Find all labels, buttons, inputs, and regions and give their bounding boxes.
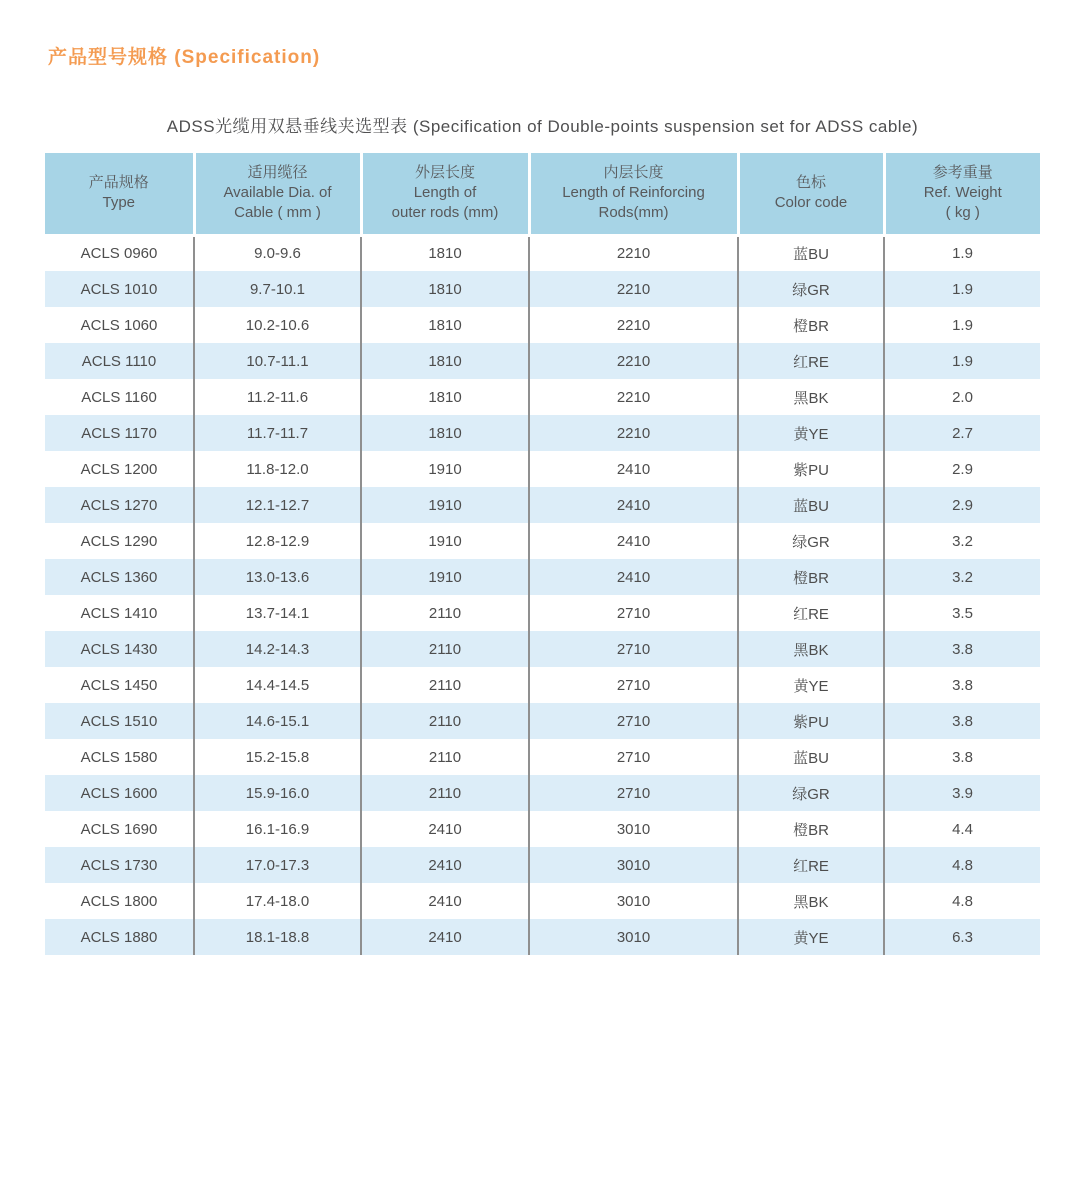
table-cell: 黑BK	[738, 883, 884, 919]
table-cell: 蓝BU	[738, 739, 884, 775]
table-cell: 紫PU	[738, 703, 884, 739]
table-cell: 2410	[361, 847, 529, 883]
table-cell: 17.4-18.0	[194, 883, 361, 919]
table-row	[45, 847, 1040, 883]
table-row	[45, 559, 1040, 595]
table-cell: 3010	[529, 847, 738, 883]
column-header-line: Cable ( mm )	[234, 204, 321, 222]
table-cell: ACLS 1290	[45, 523, 194, 559]
table-cell: 12.8-12.9	[194, 523, 361, 559]
table-cell: 12.1-12.7	[194, 487, 361, 523]
table-cell: 13.7-14.1	[194, 595, 361, 631]
table-cell: ACLS 1160	[45, 379, 194, 415]
table-row	[45, 307, 1040, 343]
table-row	[45, 595, 1040, 631]
table-cell: 蓝BU	[738, 235, 884, 271]
table-row	[45, 415, 1040, 451]
table-cell: 2710	[529, 595, 738, 631]
column-header-line: Type	[102, 194, 136, 212]
table-row	[45, 451, 1040, 487]
table-cell: 18.1-18.8	[194, 919, 361, 955]
table-cell: 3.2	[884, 559, 1040, 595]
table-cell: 1910	[361, 559, 529, 595]
table-cell: 黄YE	[738, 415, 884, 451]
column-header-line: Available Dia. of	[223, 184, 332, 202]
table-cell: 6.3	[884, 919, 1040, 955]
table-body	[45, 235, 1040, 955]
table-cell: 10.2-10.6	[194, 307, 361, 343]
table-cell: 11.7-11.7	[194, 415, 361, 451]
table-cell: 15.9-16.0	[194, 775, 361, 811]
table-cell: 3.9	[884, 775, 1040, 811]
page-title: 产品型号规格 (Specification)	[48, 47, 321, 68]
table-cell: 2710	[529, 631, 738, 667]
table-cell: 3.8	[884, 667, 1040, 703]
table-cell: 3.5	[884, 595, 1040, 631]
table-row	[45, 703, 1040, 739]
table-row	[45, 631, 1040, 667]
column-header-line: 适用缆径	[247, 163, 308, 181]
column-header-line: Length of Reinforcing	[562, 184, 705, 202]
table-cell: 2.7	[884, 415, 1040, 451]
table-cell: 11.2-11.6	[194, 379, 361, 415]
table-cell: 10.7-11.1	[194, 343, 361, 379]
table-cell: 橙BR	[738, 559, 884, 595]
table-cell: 1810	[361, 235, 529, 271]
column-header-line: 内层长度	[603, 163, 664, 181]
table-cell: 11.8-12.0	[194, 451, 361, 487]
table-cell: ACLS 1060	[45, 307, 194, 343]
table-row	[45, 667, 1040, 703]
table-cell: 2210	[529, 271, 738, 307]
table-cell: 1810	[361, 379, 529, 415]
column-header-line: 参考重量	[932, 163, 993, 181]
table-row	[45, 487, 1040, 523]
table-cell: 4.4	[884, 811, 1040, 847]
table-cell: 2110	[361, 667, 529, 703]
column-header-line: ( kg )	[945, 204, 980, 222]
table-cell: 2410	[529, 523, 738, 559]
table-cell: 2710	[529, 703, 738, 739]
table-cell: ACLS 1010	[45, 271, 194, 307]
table-cell: 2710	[529, 667, 738, 703]
table-cell: 13.0-13.6	[194, 559, 361, 595]
table-cell: 3.2	[884, 523, 1040, 559]
table-cell: 2410	[529, 559, 738, 595]
table-cell: 4.8	[884, 847, 1040, 883]
table-cell: ACLS 1200	[45, 451, 194, 487]
table-cell: ACLS 1880	[45, 919, 194, 955]
table-header	[45, 153, 1040, 235]
table-cell: 9.7-10.1	[194, 271, 361, 307]
table-cell: 绿GR	[738, 523, 884, 559]
table-cell: ACLS 1800	[45, 883, 194, 919]
table-cell: 1.9	[884, 343, 1040, 379]
table-cell: 1.9	[884, 307, 1040, 343]
spec-table	[45, 153, 1040, 955]
table-cell: ACLS 1690	[45, 811, 194, 847]
table-cell: 1810	[361, 415, 529, 451]
table-cell: 黄YE	[738, 919, 884, 955]
table-cell: ACLS 1730	[45, 847, 194, 883]
table-row	[45, 235, 1040, 271]
table-cell: 2410	[529, 451, 738, 487]
table-cell: 蓝BU	[738, 487, 884, 523]
table-cell: 1810	[361, 307, 529, 343]
table-cell: 3.8	[884, 703, 1040, 739]
table-cell: 1910	[361, 451, 529, 487]
table-cell: 绿GR	[738, 271, 884, 307]
table-cell: 红RE	[738, 847, 884, 883]
table-cell: 3010	[529, 919, 738, 955]
table-cell: 黑BK	[738, 379, 884, 415]
table-cell: 红RE	[738, 595, 884, 631]
table-caption: ADSS光缆用双悬垂线夹选型表 (Specification of Double-points suspension set for ADSS cable)	[166, 117, 919, 136]
table-cell: 17.0-17.3	[194, 847, 361, 883]
table-cell: 2110	[361, 595, 529, 631]
table-cell: ACLS 1430	[45, 631, 194, 667]
column-header-line: outer rods (mm)	[391, 204, 499, 222]
column-header	[361, 153, 529, 235]
table-row	[45, 739, 1040, 775]
column-header-line: Color code	[774, 194, 848, 212]
column-header-line: Ref. Weight	[923, 184, 1002, 202]
table-cell: ACLS 1270	[45, 487, 194, 523]
table-cell: 1.9	[884, 235, 1040, 271]
table-cell: 2410	[529, 487, 738, 523]
column-header-line: 色标	[795, 174, 826, 191]
table-cell: 2110	[361, 631, 529, 667]
table-cell: 2210	[529, 343, 738, 379]
table-cell: ACLS 1600	[45, 775, 194, 811]
table-cell: 16.1-16.9	[194, 811, 361, 847]
table-cell: 3010	[529, 811, 738, 847]
column-header	[884, 153, 1040, 235]
table-cell: 2210	[529, 307, 738, 343]
table-cell: ACLS 1410	[45, 595, 194, 631]
table-cell: 1910	[361, 523, 529, 559]
table-cell: 绿GR	[738, 775, 884, 811]
table-row	[45, 919, 1040, 955]
column-header-line: Rods(mm)	[598, 204, 669, 222]
column-header	[194, 153, 361, 235]
column-header	[529, 153, 738, 235]
table-cell: 1.9	[884, 271, 1040, 307]
table-cell: 2110	[361, 703, 529, 739]
table-cell: 2210	[529, 415, 738, 451]
column-header-line: 产品规格	[88, 174, 149, 191]
table-cell: 3.8	[884, 739, 1040, 775]
table-cell: 1910	[361, 487, 529, 523]
table-row	[45, 883, 1040, 919]
table-cell: 14.6-15.1	[194, 703, 361, 739]
table-cell: 2410	[361, 883, 529, 919]
table-cell: 2.9	[884, 487, 1040, 523]
column-header-line: Length of	[413, 184, 477, 202]
table-cell: 2.0	[884, 379, 1040, 415]
table-cell: ACLS 1110	[45, 343, 194, 379]
table-cell: 4.8	[884, 883, 1040, 919]
table-cell: 黑BK	[738, 631, 884, 667]
table-cell: 黄YE	[738, 667, 884, 703]
table-cell: 2710	[529, 739, 738, 775]
table-row	[45, 271, 1040, 307]
table-cell: 9.0-9.6	[194, 235, 361, 271]
table-row	[45, 379, 1040, 415]
table-cell: 红RE	[738, 343, 884, 379]
table-cell: 2110	[361, 775, 529, 811]
table-row	[45, 775, 1040, 811]
table-row	[45, 811, 1040, 847]
table-cell: 14.4-14.5	[194, 667, 361, 703]
table-cell: 2710	[529, 775, 738, 811]
table-cell: ACLS 1360	[45, 559, 194, 595]
table-cell: 橙BR	[738, 307, 884, 343]
table-header-row	[45, 153, 1040, 235]
table-cell: 2210	[529, 379, 738, 415]
table-cell: ACLS 1580	[45, 739, 194, 775]
table-cell: 2410	[361, 919, 529, 955]
table-cell: 2210	[529, 235, 738, 271]
table-cell: 14.2-14.3	[194, 631, 361, 667]
column-header	[738, 153, 884, 235]
table-row	[45, 523, 1040, 559]
table-cell: ACLS 1510	[45, 703, 194, 739]
column-header-line: 外层长度	[414, 163, 475, 181]
table-cell: 3010	[529, 883, 738, 919]
table-cell: 1810	[361, 343, 529, 379]
column-header	[45, 153, 194, 235]
table-cell: 2110	[361, 739, 529, 775]
table-cell: 紫PU	[738, 451, 884, 487]
table-cell: 1810	[361, 271, 529, 307]
table-cell: 15.2-15.8	[194, 739, 361, 775]
table-cell: ACLS 0960	[45, 235, 194, 271]
table-cell: 2.9	[884, 451, 1040, 487]
table-cell: 2410	[361, 811, 529, 847]
table-cell: ACLS 1170	[45, 415, 194, 451]
table-cell: ACLS 1450	[45, 667, 194, 703]
table-row	[45, 343, 1040, 379]
table-cell: 3.8	[884, 631, 1040, 667]
table-cell: 橙BR	[738, 811, 884, 847]
